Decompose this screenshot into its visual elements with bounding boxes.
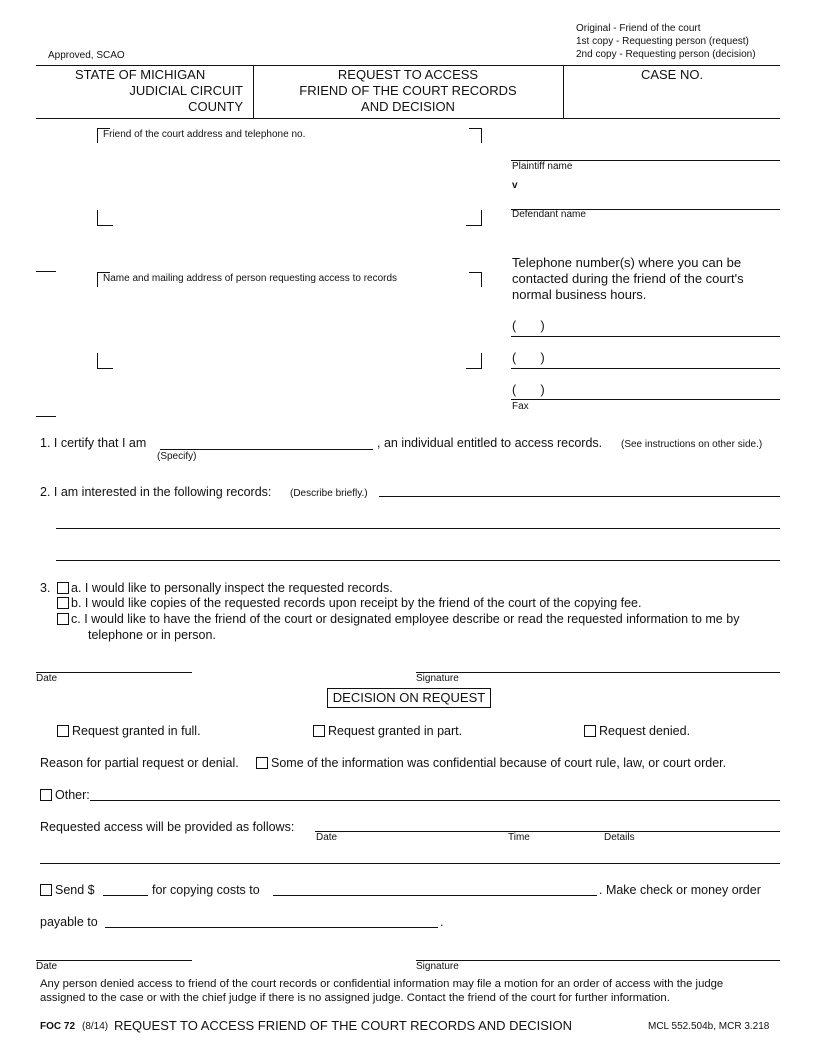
request-date-label: Date: [36, 673, 58, 684]
notice-text: Any person denied access to friend of the court records or confidential information may file a motion for an order of access with the judge: [40, 978, 724, 990]
other-label: Other:: [55, 788, 90, 802]
specify-field[interactable]: [160, 449, 373, 450]
option-c-label: c. I would like to have the friend of the court or designated employee describe or read the requested information to me by: [71, 612, 740, 626]
circuit-label: JUDICIAL CIRCUIT: [129, 83, 243, 98]
checkbox-copies[interactable]: [57, 597, 69, 609]
granted-part-label: Request granted in part.: [328, 724, 463, 738]
phone-1-field[interactable]: [511, 336, 780, 337]
request-signature-field[interactable]: [416, 672, 780, 673]
payable-label: payable to: [40, 915, 98, 929]
checkbox-send[interactable]: [40, 884, 52, 896]
decision-date-field[interactable]: [36, 960, 192, 961]
records-field-1[interactable]: [379, 496, 780, 497]
item1-text: 1. I certify that I am: [40, 436, 147, 450]
checkbox-other[interactable]: [40, 789, 52, 801]
fax-field[interactable]: [511, 399, 780, 400]
footer-title: REQUEST TO ACCESS FRIEND OF THE COURT RECORDS AND DECISION: [114, 1018, 572, 1033]
decision-date-label: Date: [36, 961, 58, 972]
fax-label: Fax: [512, 401, 529, 412]
phone-2-area: ( ): [512, 351, 545, 365]
state-label: STATE OF MICHIGAN: [75, 67, 206, 82]
item3-num: 3.: [40, 581, 51, 595]
county-label: COUNTY: [188, 99, 243, 114]
access-details-label: Details: [604, 832, 635, 843]
granted-full-label: Request granted in full.: [72, 724, 201, 738]
case-no-label: CASE NO.: [640, 67, 704, 82]
form-title: REQUEST TO ACCESS: [337, 67, 479, 82]
checkbox-inspect[interactable]: [57, 582, 69, 594]
fax-area: ( ): [512, 383, 545, 397]
phone-instructions-2: contacted during the friend of the court's: [512, 271, 744, 286]
phone-2-field[interactable]: [511, 368, 780, 369]
confidential-label: Some of the information was confidential because of court rule, law, or court order.: [271, 756, 727, 770]
reason-label: Reason for partial request or denial.: [40, 756, 239, 770]
copying-label: for copying costs to: [152, 883, 260, 897]
payable-field[interactable]: [105, 927, 438, 928]
copy-first: 1st copy - Requesting person (request): [576, 36, 749, 47]
copy-second: 2nd copy - Requesting person (decision): [576, 49, 756, 60]
specify-label: (Specify): [157, 451, 197, 462]
form-title-line2: FRIEND OF THE COURT RECORDS: [299, 83, 517, 98]
checkbox-granted-part[interactable]: [313, 725, 325, 737]
access-field[interactable]: [315, 831, 780, 832]
checkbox-describe[interactable]: [57, 613, 69, 625]
access-time-label: Time: [508, 832, 530, 843]
records-field-3[interactable]: [56, 560, 780, 561]
send-label: Send $: [55, 883, 95, 897]
request-signature-label: Signature: [416, 673, 459, 684]
checkbox-confidential[interactable]: [256, 757, 268, 769]
plaintiff-label: Plaintiff name: [512, 161, 573, 172]
form-number: FOC 72: [40, 1021, 76, 1032]
option-b-label: b. I would like copies of the requested records upon receipt by the friend of the court of the copying fee.: [71, 596, 642, 610]
access-field-2[interactable]: [40, 863, 780, 864]
make-check-label: . Make check or money order: [599, 883, 761, 897]
decision-signature-label: Signature: [416, 961, 459, 972]
phone-instructions: Telephone number(s) where you can be: [512, 255, 742, 270]
item1-note: (See instructions on other side.): [621, 439, 763, 450]
decision-signature-field[interactable]: [416, 960, 780, 961]
checkbox-denied[interactable]: [584, 725, 596, 737]
versus-label: v: [512, 180, 518, 191]
other-field[interactable]: [90, 800, 780, 801]
request-date-field[interactable]: [36, 672, 192, 673]
item2-note: (Describe briefly.): [290, 488, 368, 499]
form-revision: (8/14): [82, 1021, 109, 1032]
records-field-2[interactable]: [56, 528, 780, 529]
footer-citation: MCL 552.504b, MCR 3.218: [648, 1021, 770, 1032]
pay-to-field[interactable]: [273, 895, 597, 896]
defendant-label: Defendant name: [512, 209, 586, 220]
form-title-line3: AND DECISION: [361, 99, 455, 114]
foc-address-label: Friend of the court address and telephone no.: [103, 129, 306, 140]
amount-field[interactable]: [103, 895, 148, 896]
item2-text: 2. I am interested in the following records:: [40, 485, 272, 499]
approved-text: Approved, SCAO: [48, 50, 125, 61]
option-a-label: a. I would like to personally inspect the requested records.: [71, 581, 393, 595]
item1-after: , an individual entitled to access records.: [377, 436, 603, 450]
denied-label: Request denied.: [599, 724, 691, 738]
option-c-label-2: telephone or in person.: [88, 628, 216, 642]
copy-original: Original - Friend of the court: [576, 23, 701, 34]
requester-address-label: Name and mailing address of person requesting access to records: [103, 273, 398, 284]
phone-1-area: ( ): [512, 319, 545, 333]
access-date-label: Date: [316, 832, 338, 843]
access-label: Requested access will be provided as follows:: [40, 820, 295, 834]
period: .: [440, 915, 444, 929]
phone-instructions-3: normal business hours.: [512, 287, 647, 302]
decision-title: DECISION ON REQUEST: [327, 688, 491, 708]
notice-text-2: assigned to the case or with the chief judge if there is no assigned judge. Contact the friend of the court for further information.: [40, 992, 670, 1004]
checkbox-granted-full[interactable]: [57, 725, 69, 737]
